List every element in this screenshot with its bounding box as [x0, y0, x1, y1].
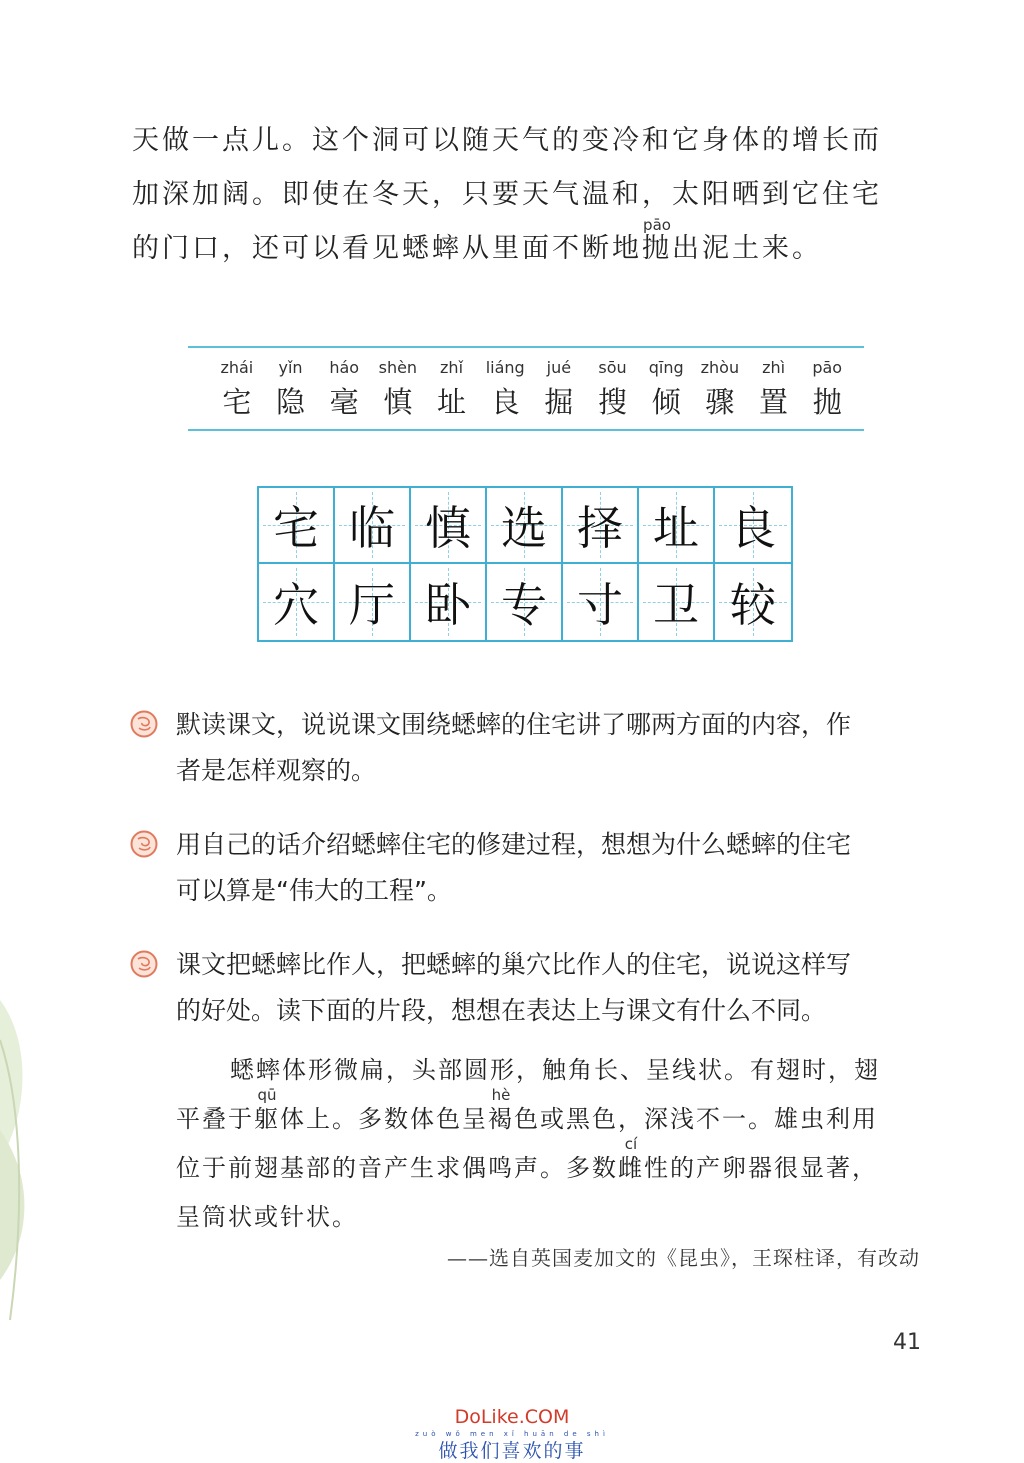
- word-char: 慎: [383, 385, 413, 419]
- grid-char: 专: [501, 578, 547, 632]
- word-pinyin: qīng: [648, 358, 684, 377]
- question-seal-icon: [130, 710, 158, 738]
- question-seal-icon: [130, 950, 158, 978]
- grid-cell: [563, 564, 639, 640]
- excerpt-line-4: 呈筒状或针状。: [176, 1203, 358, 1231]
- excerpt-line-3: [176, 1135, 936, 1193]
- word-char: 掘: [544, 385, 574, 419]
- question-2-line-2: 可以算是“伟大的工程”。: [176, 876, 452, 905]
- grid-char: 厅: [349, 578, 395, 632]
- passage-line-3-start: 的门口，还可以看见蟋蟀从里面不断地: [132, 233, 642, 264]
- word-pinyin: zhòu: [700, 358, 740, 377]
- excerpt-text: 色或黑色，深浅不一。雄虫利用: [514, 1105, 878, 1133]
- grid-char: 慎: [425, 501, 471, 555]
- wordlist-top-rule: [188, 346, 864, 348]
- watermark-slogan: 做我们喜欢的事: [438, 1440, 586, 1462]
- grid-cell: [487, 488, 563, 564]
- question-3: [176, 942, 936, 1034]
- passage-line-2: 加深加阔。即使在冬天，只要天气温和，太阳晒到它住宅: [132, 179, 882, 210]
- grid-cell: [259, 564, 335, 640]
- word-pinyin: zhái: [220, 358, 254, 377]
- word-char: 抛: [812, 385, 842, 419]
- word-item: [212, 358, 262, 421]
- word-char: 址: [437, 385, 467, 419]
- word-item: [373, 358, 423, 421]
- word-pinyin: liáng: [485, 358, 525, 377]
- watermark-pinyin: zuò wǒ men xǐ huān de shì: [415, 1430, 609, 1438]
- ruby-base: 抛: [642, 233, 672, 264]
- question-1-line-2: 者是怎样观察的。: [176, 756, 377, 785]
- passage-line-1: 天做一点儿。这个洞可以随天气的变冷和它身体的增长而: [132, 125, 882, 156]
- excerpt-line-1: 蟋蟀体形微扁，头部圆形，触角长、呈线状。有翅时，翅: [230, 1056, 880, 1084]
- excerpt-text: 体上。多数体色呈: [280, 1105, 488, 1133]
- word-char: 宅: [222, 385, 252, 419]
- grid-char: 临: [349, 501, 395, 555]
- grid-cell: [335, 564, 411, 640]
- grid-char: 卫: [653, 578, 699, 632]
- wordlist-bottom-rule: [188, 429, 864, 431]
- ruby-base: 雌: [618, 1154, 644, 1182]
- grid-cell: [563, 488, 639, 564]
- grid-char: 卧: [425, 578, 471, 632]
- passage-line-3: [132, 216, 932, 276]
- ruby-pinyin: pāo: [643, 216, 671, 234]
- ruby-char: [642, 216, 672, 276]
- word-item: [588, 358, 638, 421]
- word-char: 搜: [598, 385, 628, 419]
- grid-cell: [715, 488, 791, 564]
- grid-cell: [335, 488, 411, 564]
- character-writing-grid: [257, 486, 793, 642]
- word-item: [641, 358, 691, 421]
- word-pinyin: háo: [329, 358, 360, 377]
- question-3-line-1: 课文把蟋蟀比作人，把蟋蟀的巢穴比作人的住宅，说说这样写: [176, 950, 852, 979]
- word-pinyin: sōu: [598, 358, 627, 377]
- grid-cell: [715, 564, 791, 640]
- ruby-base: 褐: [488, 1105, 514, 1133]
- word-item: [427, 358, 477, 421]
- ruby-pinyin: cí: [624, 1135, 638, 1153]
- grid-cell: [259, 488, 335, 564]
- grid-char: 择: [577, 501, 623, 555]
- word-char: 良: [490, 385, 520, 419]
- word-item: [749, 358, 799, 421]
- passage-line-3-end: 出泥土来。: [672, 233, 822, 264]
- question-3-line-2: 的好处。读下面的片段，想想在表达上与课文有什么不同。: [176, 996, 827, 1025]
- word-char: 倾: [651, 385, 681, 419]
- word-item: [319, 358, 369, 421]
- question-1: [176, 702, 936, 794]
- grid-char: 穴: [273, 578, 319, 632]
- new-words-list: [212, 358, 852, 421]
- page-number: 41: [893, 1330, 921, 1355]
- excerpt-text: 平叠于: [176, 1105, 254, 1133]
- leaf-decoration: [0, 980, 40, 1340]
- grid-cell: [411, 564, 487, 640]
- word-item: [802, 358, 852, 421]
- word-char: 置: [759, 385, 789, 419]
- ruby-char: [488, 1086, 514, 1144]
- grid-char: 良: [730, 501, 776, 555]
- word-pinyin: yǐn: [278, 358, 303, 377]
- grid-cell: [639, 564, 715, 640]
- word-pinyin: jué: [546, 358, 572, 377]
- watermark-logo: DoLike.COM: [454, 1406, 570, 1428]
- excerpt-text: 位于前翅基部的音产生求偶鸣声。多数: [176, 1154, 618, 1182]
- word-item: [534, 358, 584, 421]
- word-char: 毫: [329, 385, 359, 419]
- ruby-base: 躯: [254, 1105, 280, 1133]
- grid-char: 选: [501, 501, 547, 555]
- word-item: [266, 358, 316, 421]
- ruby-pinyin: qū: [257, 1086, 277, 1104]
- grid-char: 宅: [273, 501, 319, 555]
- grid-char: 寸: [577, 578, 623, 632]
- question-seal-icon: [130, 830, 158, 858]
- excerpt-source: ——选自英国麦加文的《昆虫》，王琛柱译，有改动: [447, 1246, 920, 1270]
- word-pinyin: pāo: [812, 358, 843, 377]
- grid-cell: [411, 488, 487, 564]
- word-pinyin: zhì: [762, 358, 786, 377]
- grid-cell: [639, 488, 715, 564]
- word-item: [480, 358, 530, 421]
- word-char: 隐: [276, 385, 306, 419]
- ruby-pinyin: hè: [491, 1086, 511, 1104]
- grid-cell: [487, 564, 563, 640]
- question-2-line-1: 用自己的话介绍蟋蟀住宅的修建过程，想想为什么蟋蟀的住宅: [176, 830, 852, 859]
- excerpt-line-2: [176, 1086, 936, 1144]
- word-item: [695, 358, 745, 421]
- excerpt-text: 性的产卵器很显著，: [644, 1154, 878, 1182]
- word-char: 骤: [705, 385, 735, 419]
- grid-char: 较: [730, 578, 776, 632]
- word-pinyin: shèn: [378, 358, 418, 377]
- ruby-char: [618, 1135, 644, 1193]
- question-1-line-1: 默读课文，说说课文围绕蟋蟀的住宅讲了哪两方面的内容，作: [176, 710, 852, 739]
- question-2: [176, 822, 936, 914]
- word-pinyin: zhǐ: [440, 358, 464, 377]
- grid-char: 址: [653, 501, 699, 555]
- ruby-char: [254, 1086, 280, 1144]
